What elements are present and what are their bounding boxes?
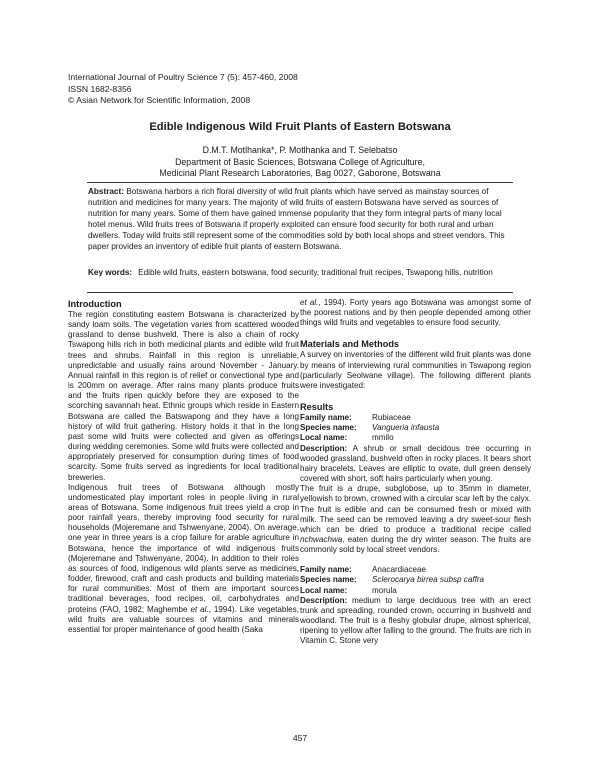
family-row [300, 565, 531, 575]
species-label: Species name: [300, 423, 357, 433]
family-value: Anacardiaceae [372, 565, 426, 575]
intro-paragraph-2 [68, 483, 299, 635]
bottom-rule [87, 292, 513, 293]
species-row [300, 423, 531, 433]
recipe-name: nchwachwa [300, 534, 343, 544]
local-name-label: Local name: [300, 585, 348, 595]
species-value: Vangueria infausta [372, 423, 440, 433]
local-name-label: Local name: [300, 433, 348, 443]
affiliation-line-1: Department of Basic Sciences, Botswana College of Agriculture, [175, 156, 425, 167]
left-column [68, 298, 299, 635]
intro-p2-text-b: , 1994). Like vegetables, wild fruits are valuable sources of vitamins and minerals essential for proper maintenance of good health (Saka [68, 604, 299, 634]
keywords-text: Edible wild fruits, eastern botswana, food security, traditional fruit recipes, Tswapong hills, nutrition [138, 268, 493, 277]
local-name-row [300, 433, 531, 443]
methods-paragraph: A survey on inventories of the different wild fruit plants was done by means of interviewing rural communities in Tswapong region (particularly Seolwane village). The following different plants were investigated: [300, 350, 531, 390]
intro-p3-text: , 1994). Forty years ago Botswana was amongst some of the poorest nations and by then people depended among other things wild fruits and vegetables to ensure food security. [300, 298, 531, 328]
methods-heading: Materials and Methods [300, 339, 400, 350]
description-text: medium to large deciduous tree with an erect trunk and spreading, rounded crown, occurring in bushveld and woodland. The fruit is a fleshy globular drupe, almost spherical, ripening to yellow after falling to the ground. The fruits are rich in Vitamin C. Stone very [300, 595, 531, 646]
abstract-label: Abstract: [88, 187, 124, 196]
paper-title: Edible Indigenous Wild Fruit Plants of Eastern Botswana [149, 121, 451, 133]
species-value: Sclerocarya birrea subsp caffra [372, 575, 485, 585]
description-text-a: The fruit is a drupe, subglobose, up to 35mm in diameter, yellowish to brown, crowned with a circular scar left by the calyx. The fruit is edible and can be consumed fresh or mixed with milk. The seed can be removed leaving a dry sweet-sour flesh which can be dried to produce a traditional recipe called [300, 484, 531, 534]
description-text: A shrub or small decidous tree occurring in wooded grassland, bushveld often in rocky places. It bears short hairy bracelets. Leaves are elliptic to ovate, dull green densely covered with short, soft hairs particularly when young. [300, 443, 531, 484]
top-rule [87, 182, 513, 183]
author-block [0, 145, 600, 180]
local-name-row [300, 586, 531, 596]
intro-p2-etal: et al. [190, 604, 209, 614]
copyright: © Asian Network for Scientific Information, 2008 [68, 95, 251, 105]
keywords-label: Key words: [88, 268, 133, 277]
local-name-value: morula [372, 585, 397, 595]
introduction-heading: Introduction [68, 299, 122, 309]
intro-p3-etal: et al. [300, 298, 319, 307]
description-text-b: , eaten during the dry winter season. The fruits are commonly sold by local street vendors. [300, 534, 531, 555]
affiliation-line-2: Medicinal Plant Research Laboratories, Bag 0027, Gaborone, Botswana [159, 168, 441, 178]
plant-entry-1 [300, 413, 531, 555]
description-label: Description: [300, 595, 348, 605]
page-number: 457 [292, 733, 308, 743]
intro-paragraph-continued [300, 298, 531, 328]
intro-p2-text-a: Indigenous fruit trees of Botswana although mostly undomesticated play important roles in people living in rural areas of Botswana. Some indigenous fruit trees yield a crop in poor rainfall years, thereby improving food security for rural households (Mojeremane and Tshwenyane, 2004). On average, one year in three years is a crop failure for arable agriculture in Botswana, hence the importance of wild indigenous fruits (Mojeremane and Tshwenyane, 2004). In addition to their roles as sources of food, indigenous wild plants serve as medicines, fodder, firewood, craft and cash products and building materials for rural communities. Most of them are important sources traditional beverages, food recipes, oil, carbohydrates and proteins (FAO, 1982; Maghembe [68, 482, 299, 614]
plant-description-3 [300, 596, 531, 647]
author-names: D.M.T. Motlhanka*, P. Motlhanka and T. Selebatso [202, 145, 398, 155]
family-value: Rubiaceae [372, 413, 411, 423]
abstract [88, 187, 512, 252]
species-row [300, 575, 531, 585]
family-label: Family name: [300, 413, 352, 423]
journal-header [68, 72, 298, 107]
journal-citation: International Journal of Poultry Science 7 (5): 457-460, 2008 [68, 72, 298, 82]
plant-entry-2 [300, 565, 531, 646]
right-column [300, 298, 531, 647]
family-row [300, 413, 531, 423]
intro-paragraph-1: The region constituting eastern Botswana is characterized by sandy loam soils. The vegetation varies from scattered wooded grassland to dense bushveld. There is also a chain of rocky Tswapong hills rich in both medicinal plants and edible wild fruit trees and shrubs. Rainfall in this region is unreliable, unpredictable and usually rains around November - January. Annual rainfall in this region is of relief or convectional type and is 200mm on average. After rains many plants produce fruits and the fruits ripen quickly before they are exposed to the scorching savannah heat. Ethnic groups which reside in Eastern Botswana are called the Batswapong and they have a long history of wild fruit gathering. History holds it that in the long past some wild fruits were collected and given as offerings during wedding ceremonies. Some wild fruits were collected and appropriately preserved for consumption during times of food scarcity. Some fruits served as ingredients for local traditional breweries. [68, 310, 299, 482]
species-label: Species name: [300, 575, 357, 585]
plant-description-1 [300, 444, 531, 485]
family-label: Family name: [300, 565, 352, 575]
keywords [88, 268, 512, 279]
issn: ISSN 1682-8356 [68, 83, 132, 94]
description-label: Description: [300, 443, 348, 453]
results-heading: Results [300, 402, 334, 413]
abstract-text: Botswana harbors a rich floral diversity of wild fruit plants which have served as mainstay sources of nutrition and medicines for many years. The majority of wild fruits of eastern Botswana have served as sources of nutrition for many years. Some of them have gained immense popularity that they form integral parts of many local hotel menus. Wild fruits trees of Botswana if properly exploited can ensure food security for both rural and urban dwellers. Today wild fruits still represent some of the commodities sold by both local shops and street vendors. This paper provides an inventory of edible fruit plants of eastern Botswana. [88, 187, 505, 251]
local-name-value: mmilo [372, 433, 394, 443]
plant-description-2 [300, 484, 531, 555]
